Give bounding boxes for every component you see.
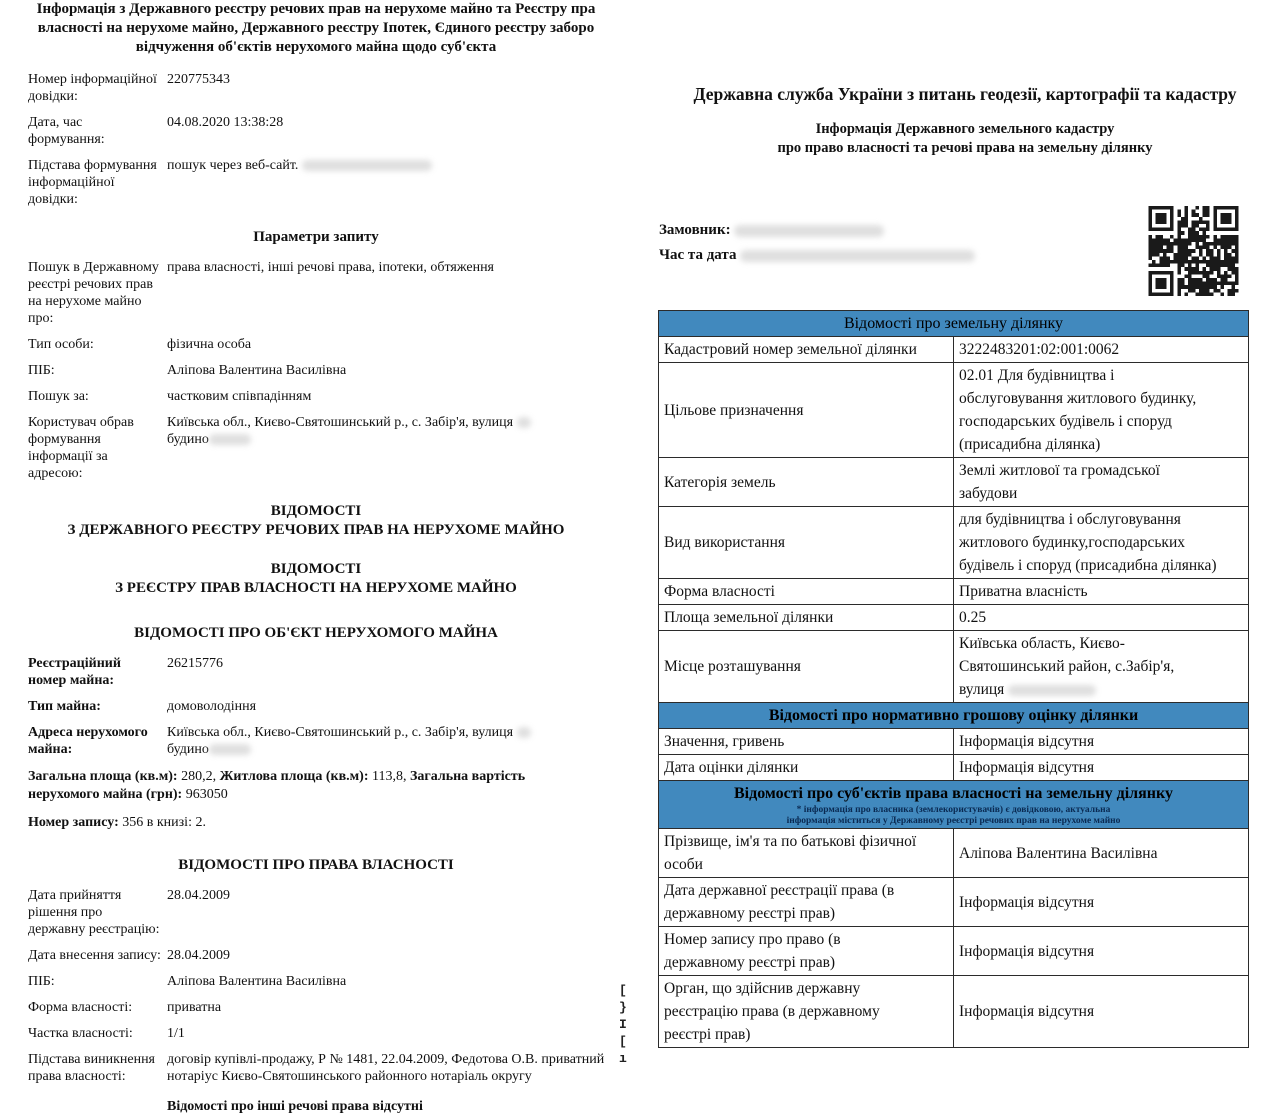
text-line: власності на нерухоме майно, Державного реєстру Іпотек, Єдиного реєстру заборо xyxy=(37,20,595,36)
section-title-state-register xyxy=(0,502,632,540)
table-row xyxy=(659,755,1249,781)
qr-code xyxy=(1147,206,1240,296)
customer-label: Замовник: xyxy=(659,222,731,238)
text-segment: Номер запису: xyxy=(28,815,123,830)
field-value: 220775343 xyxy=(167,72,230,87)
text-segment: господарських будівель і споруд xyxy=(959,413,1172,430)
field-label: Номер інформаційної довідки: xyxy=(28,72,157,104)
redacted-text xyxy=(734,225,884,237)
property-rights-extract-document xyxy=(0,0,634,1115)
table-row xyxy=(659,729,1249,755)
table-row-label xyxy=(659,976,954,1048)
land-parcel-table xyxy=(658,310,1249,1048)
section-title-ownership-rights: ВІДОМОСТІ ПРО ПРАВА ВЛАСНОСТІ xyxy=(178,857,454,873)
artifact-glyph: ı xyxy=(619,1051,627,1066)
field-value: 26215776 xyxy=(167,656,223,671)
text-segment: реєстрі прав) xyxy=(664,1026,751,1043)
table-row xyxy=(659,579,1249,605)
table-row-label xyxy=(659,631,954,703)
field-value: договір купівлі-продажу, Р № 1481, 22.04.2009, Федотова О.В. приватний нотаріус Києво-Святошинського районного нотаріаль округу xyxy=(167,1052,605,1084)
table-row-label xyxy=(659,579,954,605)
table-row-value xyxy=(954,829,1249,878)
field-label: Дата внесення запису: xyxy=(28,948,161,963)
table-section-header-row xyxy=(659,703,1249,729)
text-segment: 280,2, xyxy=(181,769,220,784)
text-segment: Орган, що здійснив державну xyxy=(664,980,861,997)
field-value: частковим співпадінням xyxy=(167,389,312,404)
field-label: Дата, час формування: xyxy=(28,115,105,147)
field-value: Аліпова Валентина Василівна xyxy=(167,974,347,989)
field-label: Пошук за: xyxy=(28,389,89,404)
field-value: приватна xyxy=(167,1000,222,1015)
other-rights-absent-note: Відомості про інші речові права відсутні xyxy=(167,1099,423,1114)
table-section-header-row xyxy=(659,781,1249,829)
table-row-value xyxy=(954,927,1249,976)
field-label: Пошук в Державному реєстрі речових прав на нерухоме майно про: xyxy=(28,260,159,326)
redacted-text xyxy=(517,727,531,738)
field-value: 1/1 xyxy=(167,1026,185,1041)
table-row-value xyxy=(954,729,1249,755)
field-value: Аліпова Валентина Василівна xyxy=(167,363,347,378)
text-segment: для будівництва і обслуговування xyxy=(959,511,1181,528)
table-row-value xyxy=(954,976,1249,1048)
area-and-value-line xyxy=(28,768,588,804)
text-segment: Дата оцінки ділянки xyxy=(664,759,799,776)
table-row-value xyxy=(954,631,1249,703)
redacted-text xyxy=(1008,685,1096,696)
table-row xyxy=(659,458,1249,507)
table-row-label xyxy=(659,927,954,976)
section-title-ownership-register xyxy=(0,560,632,598)
text-segment: Інформація відсутня xyxy=(959,1003,1095,1020)
text-segment: Кадастровий номер земельної ділянки xyxy=(664,341,917,358)
table-row-value xyxy=(954,507,1249,579)
field-label: Дата прийняття рішення про державну реєстрацію: xyxy=(28,888,160,937)
table-row-label xyxy=(659,337,954,363)
text-segment: Категорія земель xyxy=(664,473,776,491)
text-segment: державному реєстрі прав) xyxy=(664,954,836,971)
field-label: Реєстраційний номер майна: xyxy=(28,656,121,688)
text-segment: Аліпова Валентина Василівна xyxy=(959,844,1158,862)
table-row-label xyxy=(659,605,954,631)
field-label: Адреса нерухомого майна: xyxy=(28,725,148,757)
text-segment: 3222483201:02:001:0062 xyxy=(959,341,1120,358)
table-row xyxy=(659,976,1249,1048)
table-row xyxy=(659,631,1249,703)
text-segment: Площа земельної ділянки xyxy=(664,609,834,626)
text-segment: Київська обл., Києво-Святошинський р., с. Забір'я, вулиця xyxy=(167,415,517,430)
scan-edge-artifacts xyxy=(619,982,627,1067)
table-header-note: * інформація про власника (землекористувачів) є довідковою, актуальна xyxy=(796,805,1111,815)
field-value xyxy=(167,414,616,482)
field-value xyxy=(167,157,616,208)
artifact-glyph: [ xyxy=(619,983,627,998)
text-segment: 113,8, xyxy=(372,769,410,784)
field-value: фізична особа xyxy=(167,337,252,352)
text-segment: Дата державної реєстрації права (в xyxy=(664,882,895,899)
table-row-label xyxy=(659,829,954,878)
section-title-object-info: ВІДОМОСТІ ПРО ОБ'ЄКТ НЕРУХОМОГО МАЙНА xyxy=(134,625,498,641)
text-segment: Приватна власність xyxy=(959,583,1088,600)
field-value: 28.04.2009 xyxy=(167,888,230,903)
text-segment: забудови xyxy=(959,485,1018,502)
table-row-label xyxy=(659,458,954,507)
text-segment: державному реєстрі прав) xyxy=(664,905,836,922)
field-value: домоволодіння xyxy=(167,699,257,714)
field-label: Частка власності: xyxy=(28,1026,133,1041)
redacted-text xyxy=(517,417,531,428)
text-segment: Прізвище, ім'я та по батькові фізичної xyxy=(664,833,917,850)
artifact-glyph: I xyxy=(619,1017,627,1032)
text-segment: Місце розташування xyxy=(664,658,801,675)
table-header-note: інформація міститься у Державному реєстрі речових прав на нерухоме майно xyxy=(786,816,1121,826)
table-row xyxy=(659,878,1249,927)
text-segment: обслуговування житлового будинку, xyxy=(959,390,1197,407)
text-line: ВІДОМОСТІ xyxy=(270,503,362,519)
artifact-glyph: [ xyxy=(619,1034,627,1049)
table-row xyxy=(659,927,1249,976)
text-line: про право власності та речові права на земельну ділянку xyxy=(777,140,1153,156)
text-segment: Інформація відсутня xyxy=(959,733,1095,750)
table-row-label xyxy=(659,507,954,579)
text-segment: пошук через веб-сайт. xyxy=(167,158,302,173)
text-segment: 0.25 xyxy=(959,609,987,626)
text-line: ВІДОМОСТІ xyxy=(270,561,362,577)
table-section-header-row xyxy=(659,311,1249,337)
table-row-label xyxy=(659,363,954,458)
table-row-value xyxy=(954,337,1249,363)
table-row-label xyxy=(659,755,954,781)
text-segment: Форма власності xyxy=(664,583,775,600)
agency-title: Державна служба України з питань геодезії, картографії та кадастру xyxy=(693,84,1237,104)
field-label: Підстава формування інформаційної довідки: xyxy=(28,158,157,207)
text-line: Інформація Державного земельного кадастру xyxy=(815,121,1115,137)
artifact-glyph: } xyxy=(619,1000,627,1015)
text-segment: Номер запису про право (в xyxy=(664,931,841,948)
redacted-text xyxy=(740,250,975,262)
field-label: Підстава виникнення права власності: xyxy=(28,1052,155,1084)
customer-row xyxy=(659,218,975,243)
text-line: Інформація з Державного реєстру речових прав на нерухоме майно та Реєстру пра xyxy=(36,1,596,17)
text-segment: Житлова площа (кв.м): xyxy=(219,769,372,784)
query-params-fields xyxy=(28,259,616,482)
datetime-row xyxy=(659,243,975,268)
field-label: Користувач обрав формування інформації за адресою: xyxy=(28,415,134,481)
table-row xyxy=(659,605,1249,631)
text-segment: Загальна площа (кв.м): xyxy=(28,769,182,784)
text-segment: Вид використання xyxy=(664,534,785,551)
table-row-label xyxy=(659,878,954,927)
field-value: 28.04.2009 xyxy=(167,948,230,963)
text-segment: будівель і споруд (присадибна ділянка) xyxy=(959,557,1217,574)
redacted-text xyxy=(302,160,432,171)
text-segment: особи xyxy=(664,856,703,873)
field-value: 04.08.2020 13:38:28 xyxy=(167,115,284,130)
text-segment: Інформація відсутня xyxy=(959,893,1095,911)
table-row-value xyxy=(954,605,1249,631)
field-label: ПІБ: xyxy=(28,974,55,989)
text-segment: будино xyxy=(167,432,209,447)
table-row-value xyxy=(954,878,1249,927)
left-doc-title xyxy=(14,0,618,57)
text-segment: 356 в книзі: 2. xyxy=(122,815,206,830)
table-row xyxy=(659,337,1249,363)
field-label: Форма власності: xyxy=(28,1000,133,1015)
table-section-header: Відомості про земельну ділянку xyxy=(659,311,1249,337)
text-segment: Землі житлової та громадської xyxy=(959,462,1160,479)
datetime-label: Час та дата xyxy=(659,247,737,263)
text-segment: Цільове призначення xyxy=(664,401,804,419)
ownership-rights-fields xyxy=(28,887,616,1085)
object-info-fields xyxy=(28,655,616,758)
text-segment: Київська область, Києво- xyxy=(959,635,1125,652)
redacted-text xyxy=(209,434,251,445)
table-row xyxy=(659,507,1249,579)
query-params-title: Параметри запиту xyxy=(253,229,379,245)
text-segment: (присадибна ділянка) xyxy=(959,436,1101,453)
text-line: відчуження об'єктів нерухомого майна щодо суб'єкта xyxy=(135,39,497,55)
text-segment: Інформація відсутня xyxy=(959,759,1095,776)
field-value: права власності, інші речові права, іпотеки, обтяження xyxy=(167,260,494,275)
text-segment: вулиця xyxy=(959,681,1009,698)
field-value xyxy=(167,724,616,758)
text-segment: Значення, гривень xyxy=(664,733,785,750)
redacted-text xyxy=(209,744,251,755)
customer-block xyxy=(659,218,975,268)
field-label: Тип особи: xyxy=(28,337,94,352)
text-segment: будино xyxy=(167,742,209,757)
text-segment: Київська обл., Києво-Святошинський р., с. Забір'я, вулиця xyxy=(167,725,517,740)
info-reference-fields xyxy=(28,71,616,208)
text-segment: Святошинський район, с.Забір'я, xyxy=(959,658,1175,675)
table-row-value xyxy=(954,755,1249,781)
table-section-header: Відомості про суб'єктів права власності на земельну ділянку * інформація про власника (землекористувачів) є довідковою, актуальна інформація міститься у Державному реєстрі речових прав на нерухоме майно xyxy=(659,781,1249,829)
table-row xyxy=(659,363,1249,458)
record-number-line xyxy=(28,814,588,832)
table-row-value xyxy=(954,458,1249,507)
text-segment: 02.01 Для будівництва і xyxy=(959,367,1115,384)
text-line: З РЕЄСТРУ ПРАВ ВЛАСНОСТІ НА НЕРУХОМЕ МАЙНО xyxy=(115,580,517,596)
text-segment: 963050 xyxy=(185,787,228,802)
field-label: Тип майна: xyxy=(28,699,101,714)
table-row-label xyxy=(659,729,954,755)
text-segment: житлового будинку,господарських xyxy=(959,534,1185,551)
cadastre-subtitle xyxy=(650,120,1280,158)
table-row-value xyxy=(954,579,1249,605)
field-label: ПІБ: xyxy=(28,363,55,378)
text-segment: Інформація відсутня xyxy=(959,942,1095,960)
table-row xyxy=(659,829,1249,878)
table-section-header: Відомості про нормативно грошову оцінку ділянки xyxy=(659,703,1249,729)
text-line: З ДЕРЖАВНОГО РЕЄСТРУ РЕЧОВИХ ПРАВ НА НЕРУХОМЕ МАЙНО xyxy=(67,522,565,538)
text-segment: реєстрацію права (в державному xyxy=(664,1003,880,1020)
text-segment: Загальна вартість нерухомого майна (грн): xyxy=(28,769,526,802)
land-cadastre-document xyxy=(650,84,1280,1064)
table-row-value xyxy=(954,363,1249,458)
